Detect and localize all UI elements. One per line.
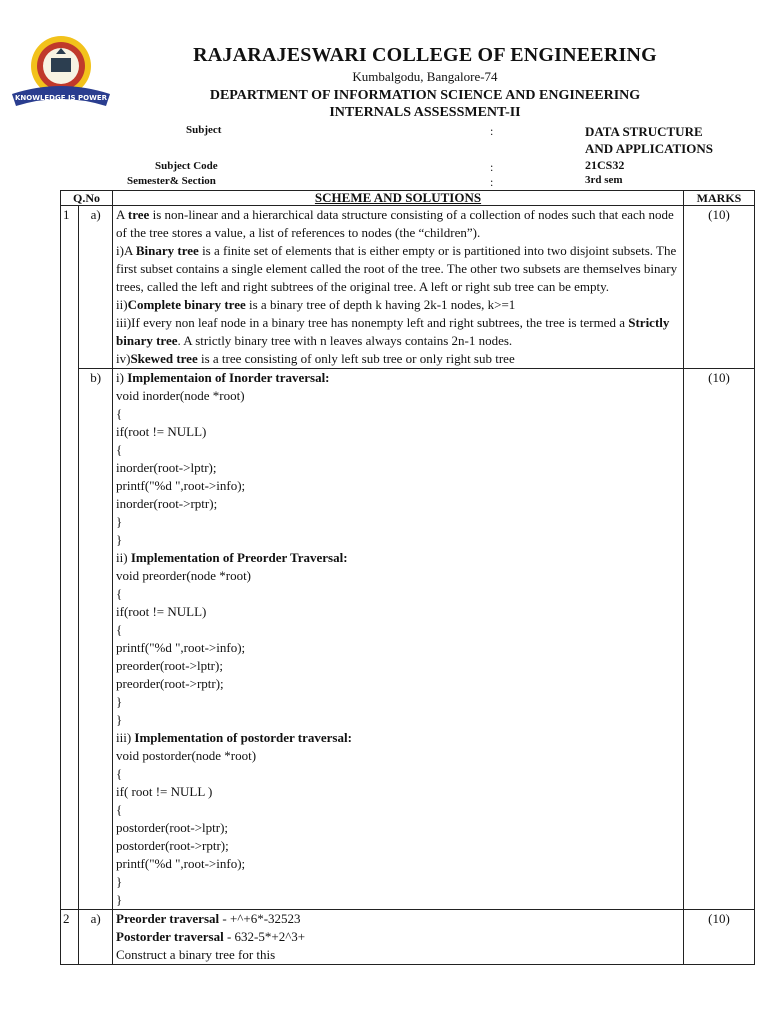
answer-cell xyxy=(113,369,684,910)
code-line: printf("%d ",root->info); xyxy=(116,640,246,655)
subject-value-line2: AND APPLICATIONS xyxy=(585,141,713,156)
subject-code-colon: : xyxy=(490,160,494,174)
code-heading: ii) Implementation of Preorder Traversal: xyxy=(116,550,348,565)
code-line: preorder(root->lptr); xyxy=(116,658,223,673)
answer-cell xyxy=(113,206,684,369)
table-header-row xyxy=(61,191,755,206)
subquestion-label: a) xyxy=(79,206,113,369)
code-line: } xyxy=(116,514,123,529)
scheme-table xyxy=(60,190,755,965)
answer-paragraph: i)A Binary tree is a finite set of elements that is either empty or is partitioned into two disjoint subsets. The first subset contains a single element called the root of the tree. The other two subsets are themselves binary trees, called the left and right subtrees of the original tree. A left or right sub tree can be empty. xyxy=(116,243,678,294)
subject-label: Subject xyxy=(186,124,222,136)
marks-cell: (10) xyxy=(684,206,755,369)
logo-banner-text: KNOWLEDGE IS POWER xyxy=(14,94,108,102)
code-line: printf("%d ",root->info); xyxy=(116,478,246,493)
code-line: } xyxy=(116,694,123,709)
answer-cell xyxy=(113,910,684,965)
code-line: if(root != NULL) xyxy=(116,604,207,619)
col-marks-header: MARKS xyxy=(684,191,755,206)
code-heading: iii) Implementation of postorder traversal: xyxy=(116,730,352,745)
subquestion-label: a) xyxy=(79,910,113,965)
code-line: inorder(root->rptr); xyxy=(116,496,218,511)
semester-value: 3rd sem xyxy=(585,174,623,186)
marks-cell: (10) xyxy=(684,369,755,910)
table-row xyxy=(61,369,755,910)
code-line: postorder(root->lptr); xyxy=(116,820,229,835)
code-line: } xyxy=(116,892,123,907)
college-logo xyxy=(8,34,114,110)
marks-cell: (10) xyxy=(684,910,755,965)
code-line: void postorder(node *root) xyxy=(116,748,257,763)
table-row xyxy=(61,206,755,369)
code-line: if(root != NULL) xyxy=(116,424,207,439)
code-line: { xyxy=(116,586,123,601)
answer-paragraph: ii)Complete binary tree is a binary tree of depth k having 2k-1 nodes, k>=1 xyxy=(116,297,516,312)
code-line: printf("%d ",root->info); xyxy=(116,856,246,871)
col-scheme-header: SCHEME AND SOLUTIONS xyxy=(113,191,684,206)
code-block-postorder xyxy=(116,747,680,909)
subject-colon: : xyxy=(490,124,494,138)
code-line: { xyxy=(116,442,123,457)
code-line: postorder(root->rptr); xyxy=(116,838,229,853)
answer-paragraph: iii)If every non leaf node in a binary tree has nonempty left and right subtrees, the tree is termed a Strictly binary tree. A strictly binary tree with n leaves always contains 2n-1 nodes. xyxy=(116,315,670,348)
code-line: } xyxy=(116,874,123,889)
code-heading: i) Implementaion of Inorder traversal: xyxy=(116,370,330,385)
answer-paragraph: A tree is non-linear and a hierarchical data structure consisting of a collection of nodes such that each node of the tree stores a value, a list of references to nodes (the “children”). xyxy=(116,207,674,240)
department-name: DEPARTMENT OF INFORMATION SCIENCE AND ENGINEERING xyxy=(209,88,641,103)
subquestion-label: b) xyxy=(79,369,113,910)
code-line: } xyxy=(116,532,123,547)
subject-value-line1: DATA STRUCTURE xyxy=(585,124,703,139)
col-qno-header: Q.No xyxy=(61,191,113,206)
code-line: { xyxy=(116,406,123,421)
answer-paragraph: iv)Skewed tree is a tree consisting of only left sub tree or only right sub tree xyxy=(116,351,515,366)
construct-line: Construct a binary tree for this xyxy=(116,947,276,962)
code-line: { xyxy=(116,766,123,781)
preorder-line: Preorder traversal - +^+6*-32523 xyxy=(116,911,301,926)
code-block-inorder xyxy=(116,387,680,549)
question-number: 1 xyxy=(61,206,79,910)
code-block-preorder xyxy=(116,567,680,729)
subject-code-value: 21CS32 xyxy=(585,158,625,172)
code-line: inorder(root->lptr); xyxy=(116,460,217,475)
postorder-line: Postorder traversal - 632-5*+2^3+ xyxy=(116,929,306,944)
code-line: { xyxy=(116,802,123,817)
college-name: RAJARAJESWARI COLLEGE OF ENGINEERING xyxy=(193,44,657,66)
subject-code-label: Subject Code xyxy=(155,160,218,172)
semester-label: Semester& Section xyxy=(127,175,216,187)
code-line: void inorder(node *root) xyxy=(116,388,245,403)
question-number: 2 xyxy=(61,910,79,965)
college-address: Kumbalgodu, Bangalore-74 xyxy=(352,69,498,84)
code-line: { xyxy=(116,622,123,637)
code-line: void preorder(node *root) xyxy=(116,568,252,583)
code-line: } xyxy=(116,712,123,727)
code-line: preorder(root->rptr); xyxy=(116,676,224,691)
semester-colon: : xyxy=(490,175,494,189)
assessment-title: INTERNALS ASSESSMENT-II xyxy=(329,105,521,120)
code-line: if( root != NULL ) xyxy=(116,784,213,799)
table-row xyxy=(61,910,755,965)
